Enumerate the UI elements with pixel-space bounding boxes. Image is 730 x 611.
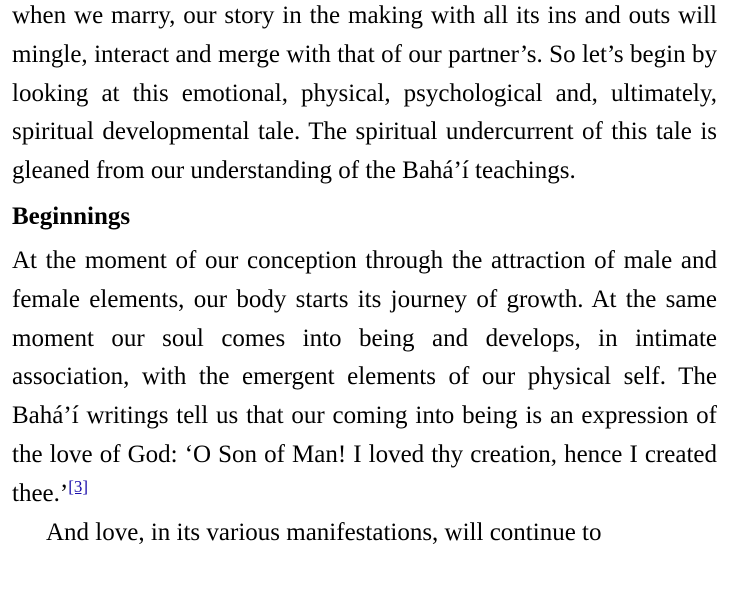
body-paragraph-2 [12, 242, 717, 514]
document-page [12, 0, 717, 552]
footnote-link[interactable]: [3] [68, 476, 89, 496]
body-paragraph-3: And love, in its various manifestations, will continue to [46, 518, 602, 546]
body-paragraph-1: when we marry, our story in the making with all its ins and outs will mingle, interact and merge with that of our partner’s. So let’s begin by looking at this emotional, physical, psychological and, ultimately, spiritual developmental tale. The spiritual undercurrent of this tale is gleaned from our understanding of the Bahá’í teachings. [12, 2, 717, 185]
body-paragraph-2-text: At the moment of our conception through the attraction of male and female elements, our body starts its journey of growth. At the same moment our soul comes into being and develops, in intimate association, with the emergent elements of our physical self. The Bahá’í writings tell us that our coming into being is an expression of the love of God: ‘O Son of Man! I loved thy creation, hence I created thee.’ [12, 246, 717, 507]
section-heading: Beginnings [12, 202, 131, 230]
